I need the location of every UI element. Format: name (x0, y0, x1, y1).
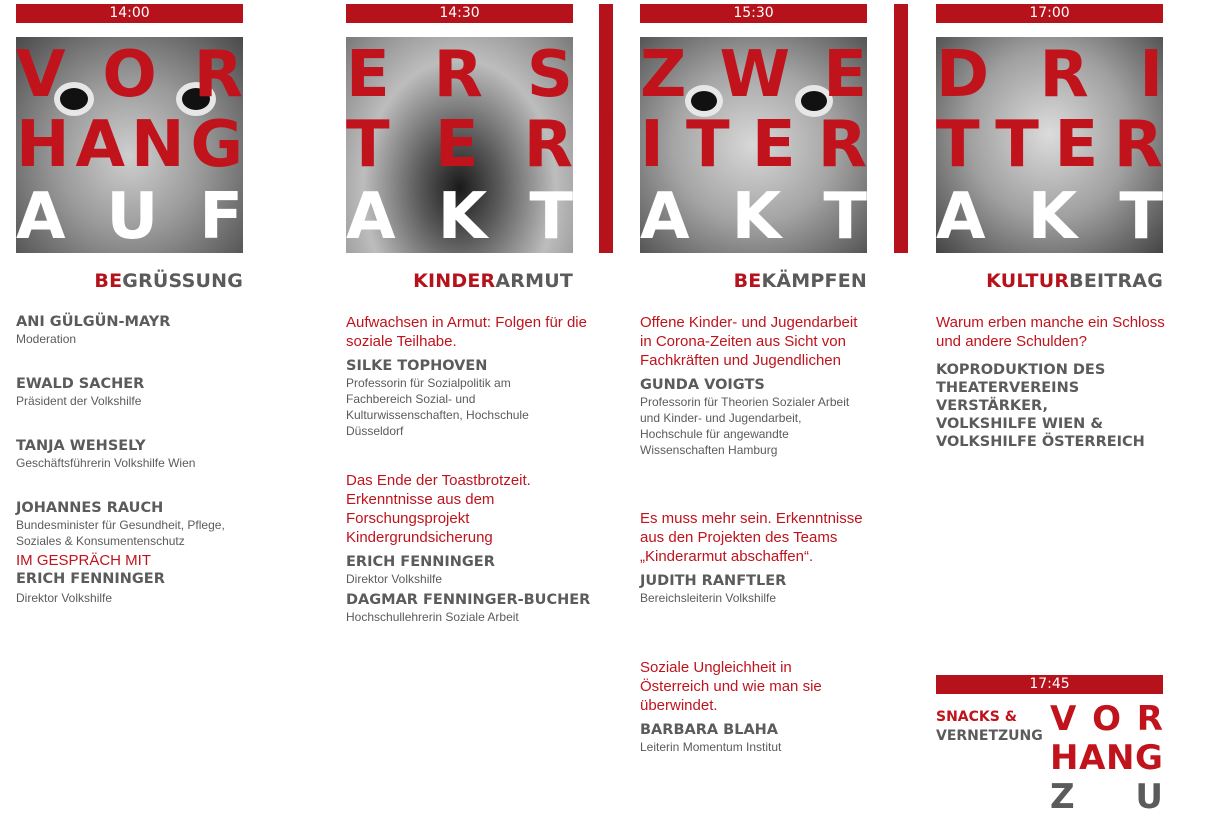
speaker-list-1 (16, 375, 266, 409)
time-bar-3: 15:30 (640, 4, 867, 23)
vorhang-zu-line1: V O R (1050, 699, 1163, 739)
speaker-name: JOHANNES RAUCH (16, 500, 164, 516)
snacks-label: SNACKS & (936, 709, 1017, 725)
speaker-role: Bundesminister für Gesundheit, Pflege, Soziales & Konsumentenschutz (16, 518, 225, 548)
section-heading-4: KULTURBEITRAG (986, 270, 1163, 292)
section-heading-3: BEKÄMPFEN (733, 270, 867, 292)
program-item (346, 471, 591, 625)
title-word-line3: A K T (936, 180, 1163, 253)
program-item (936, 313, 1166, 451)
speaker-list-1 (16, 499, 256, 606)
title-word-line1: E R S (346, 38, 573, 112)
coproduction-credit: KOPRODUKTION DES THEATERVEREINS VERSTÄRKER, VOLKSHILFE WIEN & VOLKSHILFE ÖSTERREICH (936, 362, 1145, 450)
speaker-list-1 (16, 313, 266, 347)
vernetzung-label: VERNETZUNG (936, 728, 1043, 744)
photo-child-4 (936, 37, 1163, 253)
section-heading-2: KINDERARMUT (413, 270, 573, 292)
program-item (640, 658, 855, 755)
title-word-line2: H A N G (16, 108, 243, 182)
time-bar-final: 17:45 (936, 675, 1163, 694)
speaker-role: Präsident der Volkshilfe (16, 394, 142, 408)
speaker-role: Moderation (16, 332, 77, 346)
speaker-name: JUDITH RANFTLER (640, 573, 787, 589)
talk-title: Warum erben manche ein Schloss und andere Schulden? (936, 314, 1165, 350)
time-bar-4: 17:00 (936, 4, 1163, 23)
speaker-name: GUNDA VOIGTS (640, 377, 765, 393)
speaker-name: ERICH FENNINGER (16, 571, 165, 587)
title-word-line1: Z W E (640, 38, 867, 112)
vorhang-zu-line2: H A N G (1050, 738, 1163, 778)
section-heading-1: BEGRÜSSUNG (94, 270, 243, 292)
pause-label: Pause (598, 113, 613, 150)
talk-title: Offene Kinder- und Jugendarbeit in Corona-Zeiten aus Sicht von Fachkräften und Jugendlichen (640, 314, 858, 369)
program-item (640, 509, 868, 606)
title-word-line2: T E R (346, 108, 573, 182)
speaker-role: Geschäftsführerin Volkshilfe Wien (16, 456, 196, 470)
speaker-role: Professorin für Sozialpolitik am Fachbereich Sozial- und Kulturwissenschaften, Hochschule Düsseldorf (346, 376, 529, 438)
speaker-name: TANJA WEHSELY (16, 438, 146, 454)
time-bar-2: 14:30 (346, 4, 573, 23)
title-word-line2: T T E R (936, 108, 1163, 182)
speaker-name: ANI GÜLGÜN-MAYR (16, 314, 171, 330)
program-item (346, 313, 591, 439)
title-word-line3: A U F (16, 180, 243, 253)
pause-label: Pause (893, 113, 908, 150)
photo-child-1 (16, 37, 243, 253)
speaker-role: Professorin für Theorien Sozialer Arbeit und Kinder- und Jugendarbeit, Hochschule für angewandte Wissenschaften Hamburg (640, 395, 850, 457)
speaker-name: BARBARA BLAHA (640, 722, 779, 738)
photo-child-3 (640, 37, 867, 253)
talk-title: Soziale Ungleichheit in Österreich und wie man sie überwindet. (640, 659, 822, 714)
program-item (640, 313, 865, 458)
speaker-role: Hochschullehrerin Soziale Arbeit (346, 610, 519, 624)
title-word-line3: A K T (640, 180, 867, 253)
time-bar-1: 14:00 (16, 4, 243, 23)
title-word-line3: A K T (346, 180, 573, 253)
speaker-role: Direktor Volkshilfe (16, 591, 113, 605)
title-word-line2: I T E R (640, 108, 867, 182)
speaker-name: EWALD SACHER (16, 376, 145, 392)
talk-title: Es muss mehr sein. Erkenntnisse aus den Projekten des Teams „Kinderarmut abschaffen“. (640, 510, 863, 565)
speaker-name: DAGMAR FENNINGER-BUCHER (346, 592, 591, 608)
speaker-list-1 (16, 437, 266, 471)
talk-title: Das Ende der Toastbrotzeit. Erkenntnisse aus dem Forschungsprojekt Kindergrundsicherung (346, 472, 531, 546)
title-word-line1: D R I (936, 38, 1163, 112)
speaker-role: Leiterin Momentum Institut (640, 740, 782, 754)
photo-child-2 (346, 37, 573, 253)
speaker-name: ERICH FENNINGER (346, 554, 495, 570)
speaker-role: Direktor Volkshilfe (346, 572, 443, 586)
title-word-line1: V O R (16, 38, 243, 112)
speaker-name: SILKE TOPHOVEN (346, 358, 488, 374)
im-gespraech-label: IM GESPRÄCH MIT (16, 552, 152, 569)
speaker-role: Bereichsleiterin Volkshilfe (640, 591, 777, 605)
vorhang-zu-line3: Z U (1050, 777, 1163, 817)
vorhang-zu-word (1050, 700, 1163, 817)
talk-title: Aufwachsen in Armut: Folgen für die soziale Teilhabe. (346, 314, 587, 350)
